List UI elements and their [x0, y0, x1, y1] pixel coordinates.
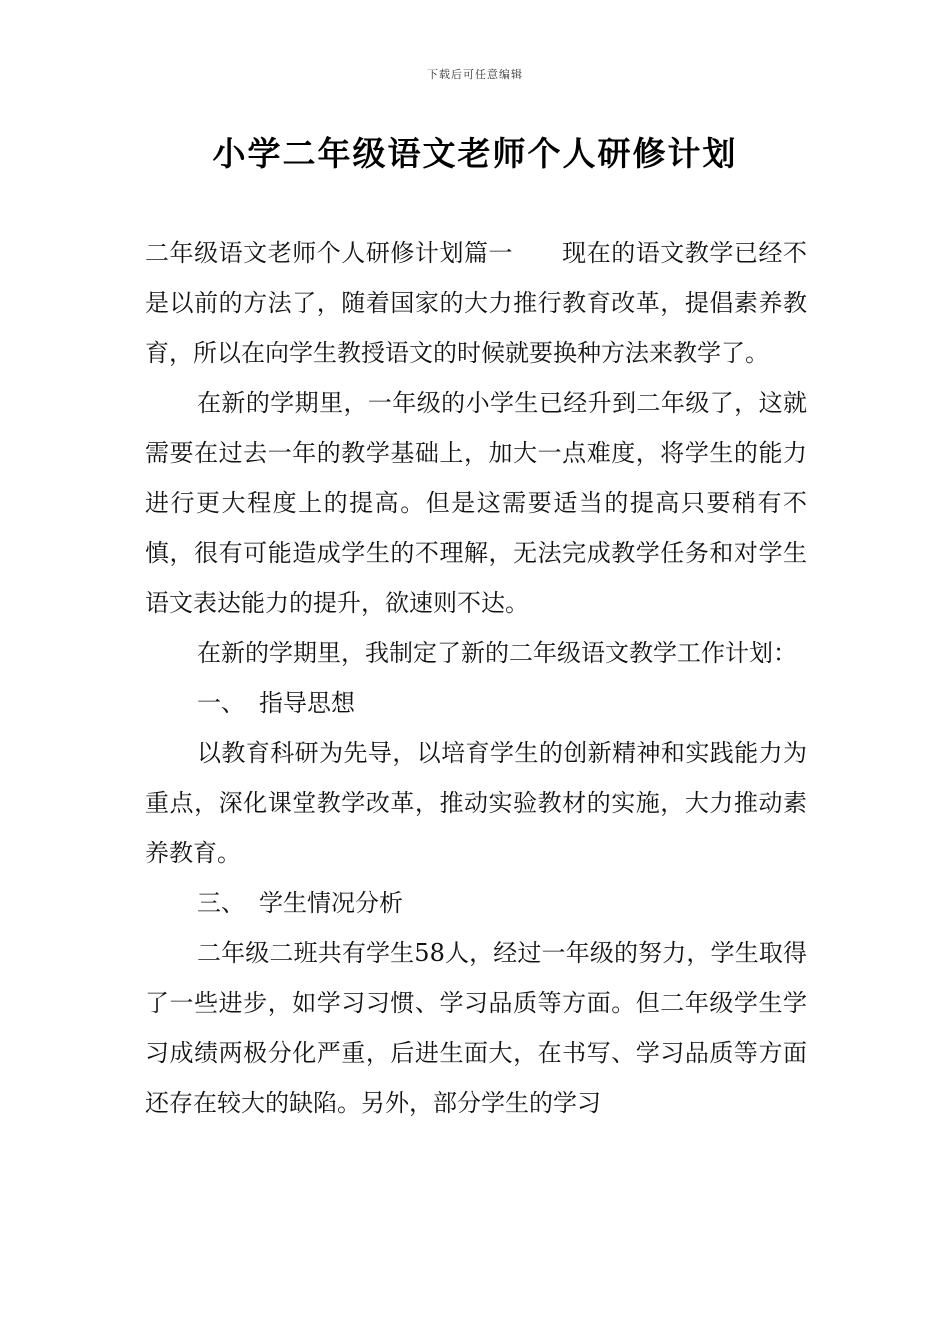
- section-title: 指导思想: [259, 689, 355, 717]
- document-body: [145, 228, 807, 1128]
- body-paragraph: 在新的学期里，我制定了新的二年级语文教学工作计划：: [197, 639, 797, 667]
- section-heading: [145, 878, 807, 928]
- header-note: 下载后可任意编辑: [427, 68, 523, 81]
- section-paragraph: 以教育科研为先导，以培育学生的创新精神和实践能力为重点，深化课堂教学改革，推动实验教材的实施，大力推动素养教育。: [145, 739, 807, 867]
- section-number: 三、: [197, 889, 245, 917]
- intro-paragraph: 二年级语文老师个人研修计划篇一 现在的语文教学已经不是以前的方法了，随着国家的大力推行教育改革，提倡素养教育，所以在向学生教授语文的时候就要换种方法来教学了。: [145, 239, 807, 367]
- section-heading: [145, 678, 807, 728]
- section-paragraph: 二年级二班共有学生58人，经过一年级的努力，学生取得了一些进步，如学习习惯、学习品质等方面。但二年级学生学习成绩两极分化严重，后进生面大，在书写、学习品质等方面还存在较大的缺陷。另外，部分学生的学习: [145, 939, 807, 1117]
- document-title: 小学二年级语文老师个人研修计划: [212, 134, 738, 173]
- section-title: 学生情况分析: [259, 889, 403, 917]
- body-paragraph: 在新的学期里，一年级的小学生已经升到二年级了，这就需要在过去一年的教学基础上，加大一点难度，将学生的能力进行更大程度上的提高。但是这需要适当的提高只要稍有不慎，很有可能造成学生的不理解，无法完成教学任务和对学生语文表达能力的提升，欲速则不达。: [145, 389, 807, 617]
- section-number: 一、: [197, 689, 245, 717]
